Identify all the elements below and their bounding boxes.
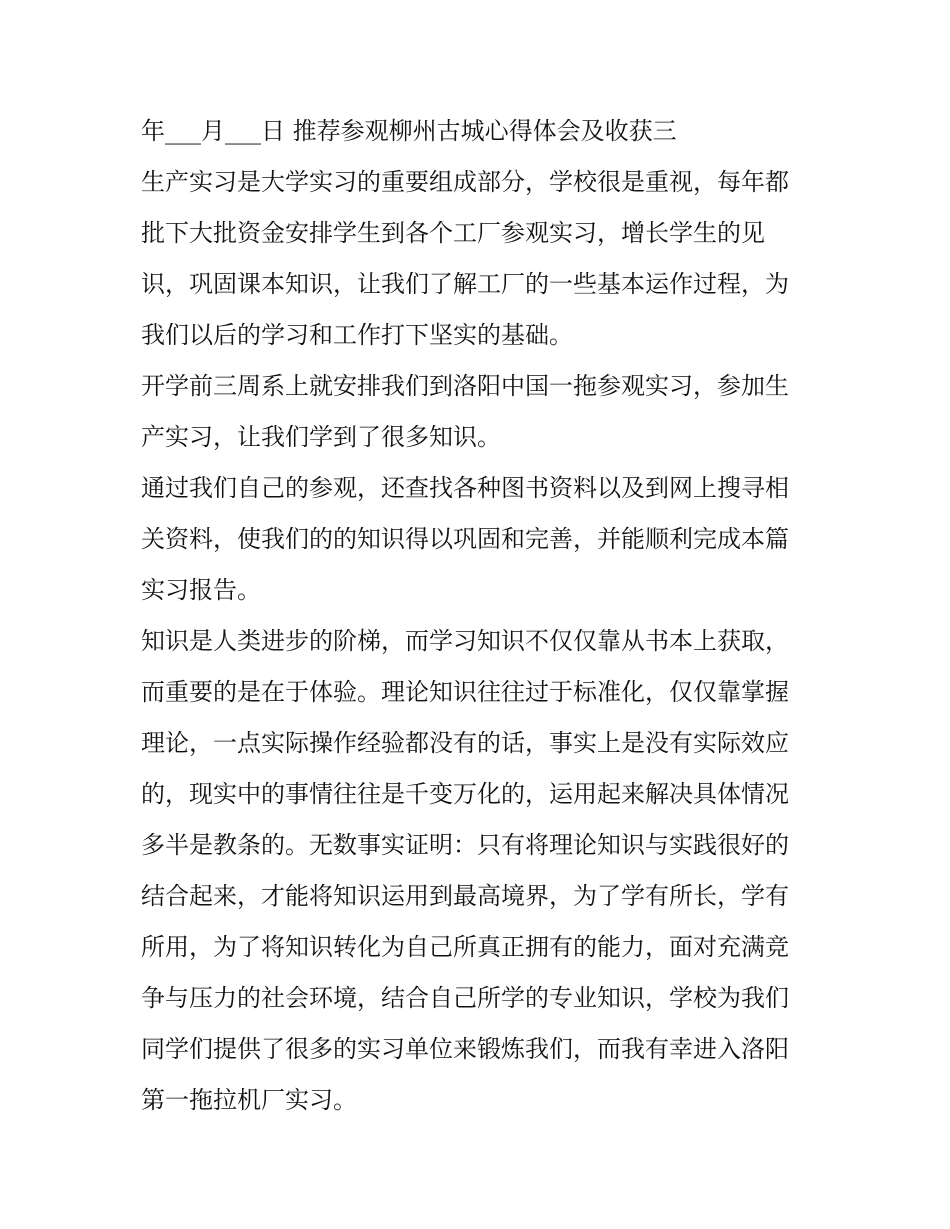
text-line: 而重要的是在于体验。理论知识往往过于标准化，仅仅靠掌握 [141, 678, 789, 706]
text-line: 产实习，让我们学到了很多知识。 [141, 423, 501, 451]
text-line: 我们以后的学习和工作打下坚实的基础。 [141, 321, 573, 349]
text-line: 开学前三周系上就安排我们到洛阳中国一拖参观实习，参加生 [141, 372, 789, 400]
text-line: 理论，一点实际操作经验都没有的话，事实上是没有实际效应 [141, 729, 789, 757]
text-line: 的，现实中的事情往往是千变万化的，运用起来解决具体情况 [141, 780, 789, 808]
text-line: 多半是教条的。无数事实证明：只有将理论知识与实践很好的 [141, 831, 789, 859]
text-line: 实习报告。 [141, 576, 261, 604]
text-line: 争与压力的社会环境，结合自己所学的专业知识，学校为我们 [141, 984, 789, 1012]
text-line: 结合起来，才能将知识运用到最高境界，为了学有所长，学有 [141, 882, 789, 910]
text-line: 识，巩固课本知识，让我们了解工厂的一些基本运作过程，为 [141, 270, 789, 298]
text-line: 第一拖拉机厂实习。 [141, 1086, 357, 1114]
text-line: 通过我们自己的参观，还查找各种图书资料以及到网上搜寻相 [141, 474, 789, 502]
text-line: 同学们提供了很多的实习单位来锻炼我们，而我有幸进入洛阳 [141, 1035, 789, 1063]
text-line: 批下大批资金安排学生到各个工厂参观实习，增长学生的见 [141, 219, 765, 247]
document-body [141, 106, 821, 1126]
text-line: 所用，为了将知识转化为自己所真正拥有的能力，面对充满竞 [141, 933, 789, 961]
text-line: 知识是人类进步的阶梯，而学习知识不仅仅靠从书本上获取， [141, 627, 789, 655]
text-line: 关资料，使我们的的知识得以巩固和完善，并能顺利完成本篇 [141, 525, 789, 553]
text-line: 生产实习是大学实习的重要组成部分，学校很是重视，每年都 [141, 168, 789, 196]
document-heading-line: 年___月___日 推荐参观柳州古城心得体会及收获三 [141, 117, 677, 145]
